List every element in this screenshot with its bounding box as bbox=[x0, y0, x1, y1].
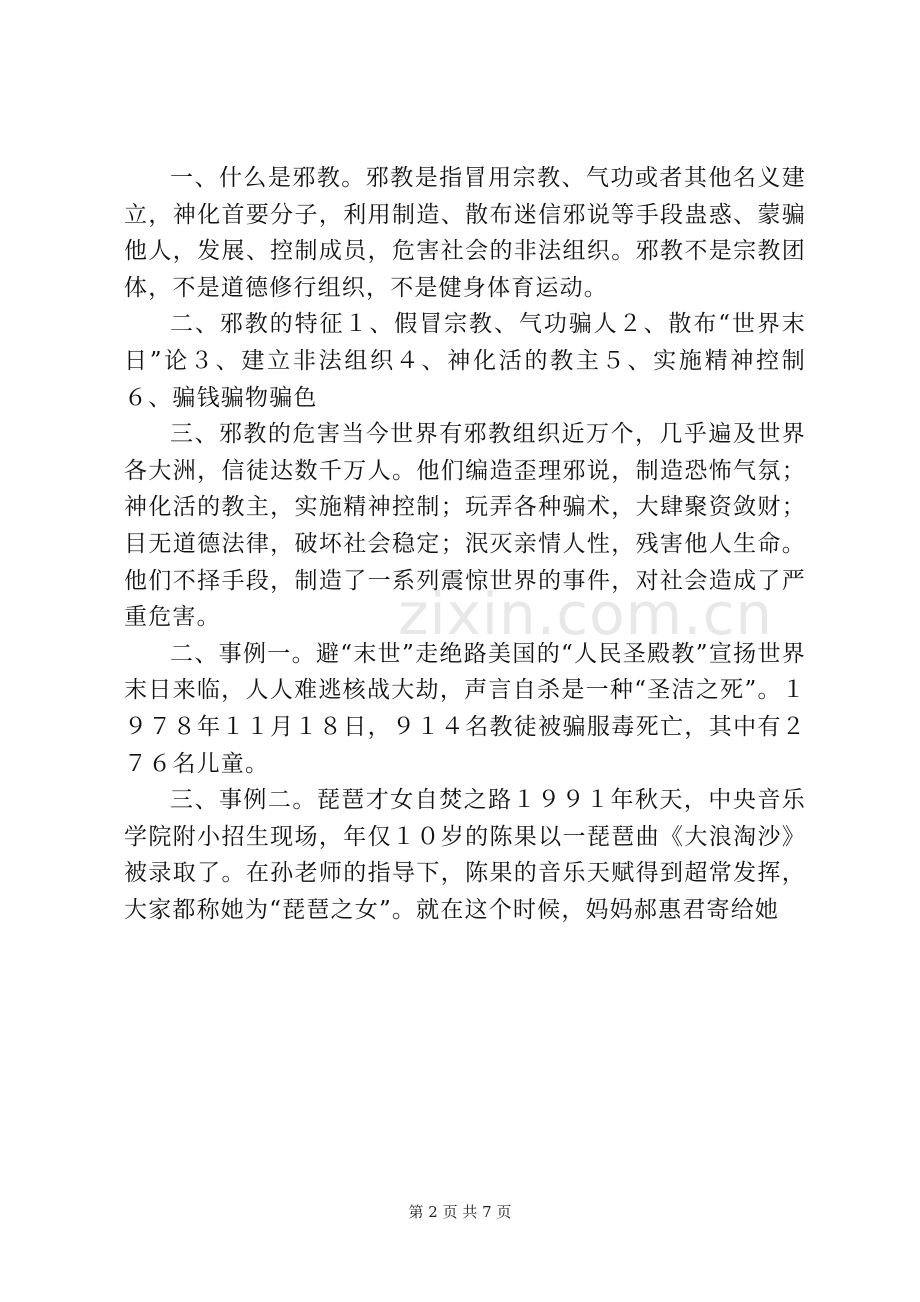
page-footer: 第 2 页 共 7 页 bbox=[408, 1203, 512, 1221]
paragraph-example-one: 二、事例一。避“末世”走绝路美国的“人民圣殿教”宣扬世界末日来临，人人难逃核战大劫，声言自杀是一种“圣洁之死”。１９７８年１１月１８日，９１４名教徒被骗服毒死亡，其中有２７６名儿童。 bbox=[124, 640, 806, 777]
watermark: zixin.com.cn bbox=[398, 580, 774, 648]
document-body bbox=[124, 160, 806, 928]
paragraph-cult-harms: 三、邪教的危害当今世界有邪教组织近万个，几乎遍及世界各大洲，信徒达数千万人。他们编造歪理邪说，制造恐怖气氛；神化活的教主，实施精神控制；玩弄各种骗术，大肆聚资敛财；目无道德法律，破坏社会稳定；泯灭亲情人性，残害他人生命。他们不择手段，制造了一系列震惊世界的事件，对社会造成了严重危害。 bbox=[124, 421, 806, 631]
paragraph-example-two: 三、事例二。琵琶才女自焚之路１９９１年秋天，中央音乐学院附小招生现场，年仅１０岁的陈果以一琵琶曲《大浪淘沙》被录取了。在孙老师的指导下，陈果的音乐天赋得到超常发挥，大家都称她为“琵琶之女”。就在这个时候，妈妈郝惠君寄给她 bbox=[124, 787, 806, 923]
paragraph-what-is-cult: 一、什么是邪教。邪教是指冒用宗教、气功或者其他名义建立，神化首要分子，利用制造、散布迷信邪说等手段蛊惑、蒙骗他人，发展、控制成员，危害社会的非法组织。邪教不是宗教团体，不是道德修行组织，不是健身体育运动。 bbox=[124, 165, 806, 301]
paragraph-cult-features: 二、邪教的特征１、假冒宗教、气功骗人２、散布“世界末日”论３、建立非法组织４、神化活的教主５、实施精神控制６、骗钱骗物骗色 bbox=[124, 311, 806, 411]
